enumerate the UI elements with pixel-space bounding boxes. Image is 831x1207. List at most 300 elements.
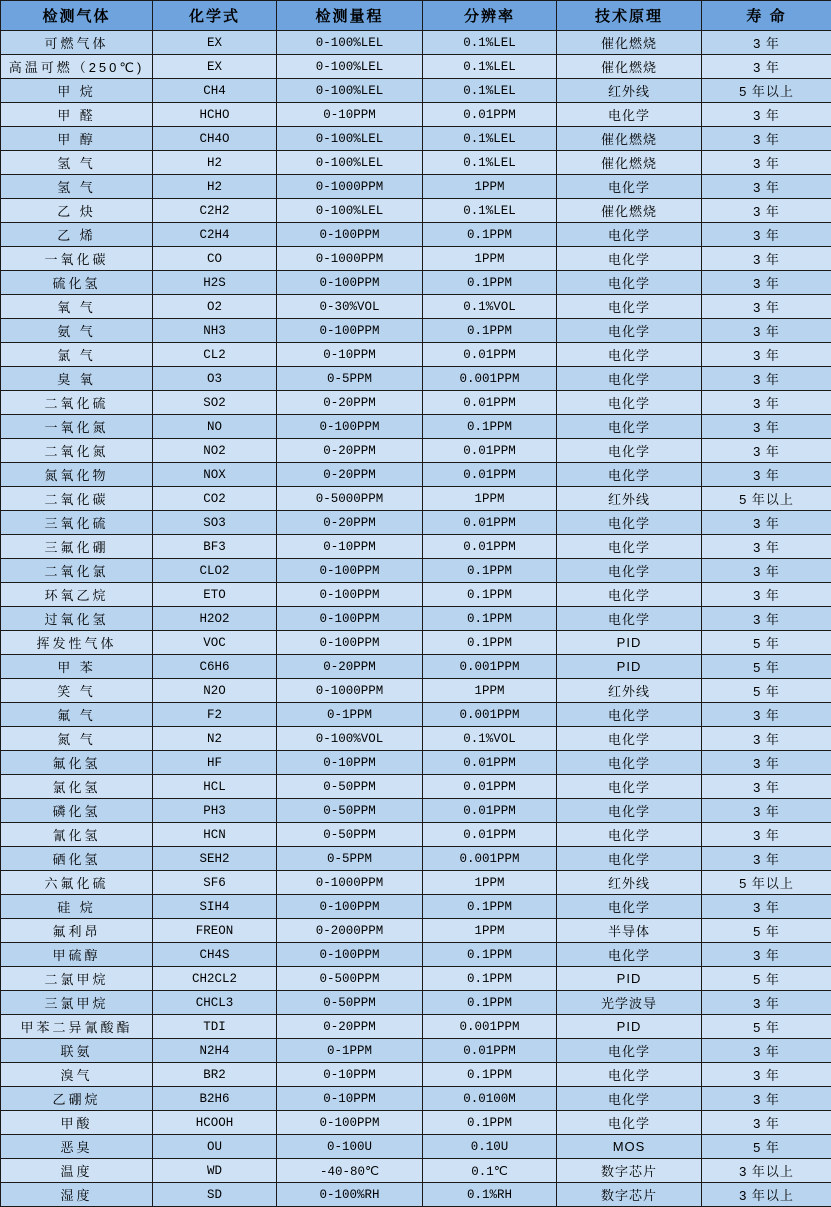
cell-principle: 电化学 — [557, 439, 702, 463]
cell-resolution: 0.1PPM — [423, 271, 557, 295]
cell-formula: CO2 — [153, 487, 277, 511]
cell-gas: 温度 — [1, 1159, 153, 1183]
table-row — [1, 1015, 831, 1039]
cell-formula: PH3 — [153, 799, 277, 823]
cell-resolution: 0.1%LEL — [423, 199, 557, 223]
cell-formula: CH4S — [153, 943, 277, 967]
cell-range: 0-1000PPM — [277, 679, 423, 703]
table-row — [1, 1135, 831, 1159]
cell-resolution: 0.1%LEL — [423, 55, 557, 79]
cell-formula: ETO — [153, 583, 277, 607]
cell-lifetime: 3 年 — [702, 199, 831, 223]
cell-gas: 氢 气 — [1, 175, 153, 199]
cell-range: 0-100PPM — [277, 583, 423, 607]
cell-range: 0-1PPM — [277, 703, 423, 727]
cell-gas: 氟 气 — [1, 703, 153, 727]
cell-lifetime: 3 年 — [702, 583, 831, 607]
cell-range: 0-10PPM — [277, 343, 423, 367]
table-row — [1, 223, 831, 247]
cell-gas: 三氧化硫 — [1, 511, 153, 535]
table-row — [1, 511, 831, 535]
cell-principle: 电化学 — [557, 535, 702, 559]
cell-principle: 电化学 — [557, 223, 702, 247]
cell-lifetime: 3 年 — [702, 1111, 831, 1135]
cell-principle: 红外线 — [557, 487, 702, 511]
cell-principle: 电化学 — [557, 391, 702, 415]
cell-lifetime: 3 年 — [702, 367, 831, 391]
cell-lifetime: 3 年 — [702, 751, 831, 775]
cell-range: 0-20PPM — [277, 1015, 423, 1039]
cell-principle: 电化学 — [557, 943, 702, 967]
cell-gas: 硒化氢 — [1, 847, 153, 871]
cell-formula: CH2CL2 — [153, 967, 277, 991]
cell-principle: 电化学 — [557, 343, 702, 367]
cell-resolution: 0.1PPM — [423, 559, 557, 583]
cell-resolution: 0.01PPM — [423, 535, 557, 559]
table-row — [1, 103, 831, 127]
cell-formula: F2 — [153, 703, 277, 727]
column-header-range: 检测量程 — [277, 1, 423, 31]
table-row — [1, 967, 831, 991]
cell-formula: SIH4 — [153, 895, 277, 919]
cell-principle: 催化燃烧 — [557, 151, 702, 175]
cell-range: 0-20PPM — [277, 391, 423, 415]
cell-principle: PID — [557, 631, 702, 655]
cell-resolution: 0.01PPM — [423, 439, 557, 463]
cell-formula: NO2 — [153, 439, 277, 463]
cell-formula: N2 — [153, 727, 277, 751]
cell-principle: 电化学 — [557, 367, 702, 391]
cell-lifetime: 3 年 — [702, 247, 831, 271]
cell-lifetime: 3 年以上 — [702, 1159, 831, 1183]
cell-range: 0-50PPM — [277, 823, 423, 847]
cell-formula: C6H6 — [153, 655, 277, 679]
cell-resolution: 0.1PPM — [423, 1063, 557, 1087]
table-row — [1, 631, 831, 655]
cell-range: 0-10PPM — [277, 751, 423, 775]
cell-gas: 氯化氢 — [1, 775, 153, 799]
table-row — [1, 367, 831, 391]
table-row — [1, 415, 831, 439]
cell-resolution: 0.01PPM — [423, 1039, 557, 1063]
cell-lifetime: 5 年 — [702, 919, 831, 943]
cell-formula: HF — [153, 751, 277, 775]
cell-range: 0-20PPM — [277, 463, 423, 487]
cell-lifetime: 5 年 — [702, 631, 831, 655]
cell-principle: 催化燃烧 — [557, 31, 702, 55]
table-row — [1, 943, 831, 967]
cell-principle: 电化学 — [557, 895, 702, 919]
cell-lifetime: 3 年 — [702, 103, 831, 127]
cell-formula: BF3 — [153, 535, 277, 559]
column-header-gas: 检测气体 — [1, 1, 153, 31]
cell-principle: 电化学 — [557, 583, 702, 607]
cell-range: 0-100PPM — [277, 895, 423, 919]
cell-resolution: 0.1%LEL — [423, 79, 557, 103]
cell-formula: SF6 — [153, 871, 277, 895]
cell-principle: 半导体 — [557, 919, 702, 943]
cell-formula: NO — [153, 415, 277, 439]
table-row — [1, 271, 831, 295]
cell-lifetime: 3 年 — [702, 895, 831, 919]
cell-gas: 恶臭 — [1, 1135, 153, 1159]
cell-resolution: 0.1PPM — [423, 583, 557, 607]
cell-range: 0-500PPM — [277, 967, 423, 991]
cell-range: 0-1000PPM — [277, 247, 423, 271]
cell-formula: CHCL3 — [153, 991, 277, 1015]
cell-gas: 氢 气 — [1, 151, 153, 175]
cell-gas: 二氧化氯 — [1, 559, 153, 583]
cell-gas: 环氧乙烷 — [1, 583, 153, 607]
cell-lifetime: 3 年 — [702, 319, 831, 343]
cell-formula: HCHO — [153, 103, 277, 127]
cell-gas: 氰化氢 — [1, 823, 153, 847]
cell-lifetime: 5 年 — [702, 655, 831, 679]
cell-gas: 六氟化硫 — [1, 871, 153, 895]
cell-gas: 乙 烯 — [1, 223, 153, 247]
cell-principle: MOS — [557, 1135, 702, 1159]
cell-resolution: 0.01PPM — [423, 799, 557, 823]
table-row — [1, 151, 831, 175]
cell-lifetime: 5 年 — [702, 1015, 831, 1039]
cell-lifetime: 3 年 — [702, 415, 831, 439]
cell-principle: 电化学 — [557, 247, 702, 271]
cell-principle: 电化学 — [557, 847, 702, 871]
cell-formula: TDI — [153, 1015, 277, 1039]
cell-principle: 电化学 — [557, 559, 702, 583]
cell-lifetime: 5 年以上 — [702, 871, 831, 895]
cell-gas: 硫化氢 — [1, 271, 153, 295]
table-row — [1, 823, 831, 847]
cell-range: 0-100PPM — [277, 943, 423, 967]
cell-resolution: 0.1PPM — [423, 967, 557, 991]
cell-lifetime: 3 年 — [702, 31, 831, 55]
table-row — [1, 1087, 831, 1111]
cell-gas: 挥发性气体 — [1, 631, 153, 655]
cell-range: 0-100PPM — [277, 223, 423, 247]
cell-resolution: 0.1PPM — [423, 223, 557, 247]
cell-resolution: 0.1PPM — [423, 943, 557, 967]
cell-principle: 电化学 — [557, 799, 702, 823]
cell-gas: 二氯甲烷 — [1, 967, 153, 991]
cell-principle: 电化学 — [557, 511, 702, 535]
cell-gas: 二氧化硫 — [1, 391, 153, 415]
cell-gas: 可燃气体 — [1, 31, 153, 55]
cell-range: 0-1PPM — [277, 1039, 423, 1063]
cell-principle: 红外线 — [557, 79, 702, 103]
table-row — [1, 1039, 831, 1063]
cell-range: 0-100%LEL — [277, 127, 423, 151]
cell-range: 0-5PPM — [277, 367, 423, 391]
cell-resolution: 0.0100M — [423, 1087, 557, 1111]
cell-resolution: 0.1%VOL — [423, 727, 557, 751]
cell-range: 0-10PPM — [277, 1087, 423, 1111]
cell-lifetime: 3 年 — [702, 799, 831, 823]
cell-formula: SO2 — [153, 391, 277, 415]
cell-formula: FREON — [153, 919, 277, 943]
cell-lifetime: 3 年 — [702, 55, 831, 79]
cell-lifetime: 3 年 — [702, 1063, 831, 1087]
cell-principle: 催化燃烧 — [557, 199, 702, 223]
column-header-lifetime: 寿 命 — [702, 1, 831, 31]
cell-gas: 一氧化碳 — [1, 247, 153, 271]
cell-principle: 电化学 — [557, 775, 702, 799]
cell-resolution: 0.001PPM — [423, 367, 557, 391]
table-row — [1, 31, 831, 55]
table-row — [1, 319, 831, 343]
table-body — [1, 31, 831, 1207]
cell-formula: CLO2 — [153, 559, 277, 583]
cell-gas: 氮氧化物 — [1, 463, 153, 487]
cell-formula: NH3 — [153, 319, 277, 343]
cell-lifetime: 3 年 — [702, 775, 831, 799]
cell-gas: 甲 苯 — [1, 655, 153, 679]
cell-lifetime: 5 年 — [702, 967, 831, 991]
cell-range: 0-20PPM — [277, 439, 423, 463]
cell-gas: 氮 气 — [1, 727, 153, 751]
cell-gas: 硅 烷 — [1, 895, 153, 919]
cell-range: 0-30%VOL — [277, 295, 423, 319]
cell-lifetime: 3 年 — [702, 703, 831, 727]
table-row — [1, 607, 831, 631]
cell-principle: 电化学 — [557, 1039, 702, 1063]
column-header-formula: 化学式 — [153, 1, 277, 31]
cell-principle: 电化学 — [557, 823, 702, 847]
cell-formula: HCOOH — [153, 1111, 277, 1135]
cell-resolution: 1PPM — [423, 919, 557, 943]
cell-formula: H2S — [153, 271, 277, 295]
cell-resolution: 0.1PPM — [423, 631, 557, 655]
cell-resolution: 0.1PPM — [423, 991, 557, 1015]
cell-formula: EX — [153, 31, 277, 55]
cell-lifetime: 3 年 — [702, 847, 831, 871]
cell-formula: CO — [153, 247, 277, 271]
cell-lifetime: 3 年 — [702, 727, 831, 751]
cell-formula: OU — [153, 1135, 277, 1159]
cell-gas: 氯 气 — [1, 343, 153, 367]
cell-principle: 催化燃烧 — [557, 127, 702, 151]
cell-principle: 光学波导 — [557, 991, 702, 1015]
cell-lifetime: 3 年以上 — [702, 1183, 831, 1207]
cell-formula: H2 — [153, 151, 277, 175]
cell-formula: SO3 — [153, 511, 277, 535]
table-row — [1, 847, 831, 871]
cell-range: 0-1000PPM — [277, 175, 423, 199]
table-row — [1, 775, 831, 799]
cell-lifetime: 3 年 — [702, 607, 831, 631]
cell-gas: 联氨 — [1, 1039, 153, 1063]
cell-resolution: 0.1%RH — [423, 1183, 557, 1207]
cell-lifetime: 5 年以上 — [702, 487, 831, 511]
table-row — [1, 751, 831, 775]
cell-formula: C2H2 — [153, 199, 277, 223]
cell-range: 0-50PPM — [277, 799, 423, 823]
cell-range: 0-100%RH — [277, 1183, 423, 1207]
cell-range: 0-50PPM — [277, 991, 423, 1015]
cell-resolution: 1PPM — [423, 175, 557, 199]
cell-range: 0-1000PPM — [277, 871, 423, 895]
cell-range: 0-100PPM — [277, 607, 423, 631]
header-row — [1, 1, 831, 31]
cell-formula: H2O2 — [153, 607, 277, 631]
cell-principle: PID — [557, 967, 702, 991]
table-row — [1, 1183, 831, 1207]
cell-resolution: 0.1PPM — [423, 895, 557, 919]
cell-formula: CL2 — [153, 343, 277, 367]
cell-formula: EX — [153, 55, 277, 79]
table-row — [1, 1111, 831, 1135]
cell-principle: 红外线 — [557, 871, 702, 895]
column-header-principle: 技术原理 — [557, 1, 702, 31]
cell-lifetime: 3 年 — [702, 223, 831, 247]
table-row — [1, 55, 831, 79]
cell-lifetime: 3 年 — [702, 535, 831, 559]
cell-formula: H2 — [153, 175, 277, 199]
cell-range: 0-5PPM — [277, 847, 423, 871]
cell-lifetime: 5 年以上 — [702, 79, 831, 103]
cell-formula: HCL — [153, 775, 277, 799]
cell-range: 0-10PPM — [277, 1063, 423, 1087]
cell-resolution: 1PPM — [423, 487, 557, 511]
cell-resolution: 0.1%LEL — [423, 127, 557, 151]
cell-gas: 溴气 — [1, 1063, 153, 1087]
cell-resolution: 1PPM — [423, 679, 557, 703]
cell-gas: 高温可燃（250℃) — [1, 55, 153, 79]
cell-gas: 氧 气 — [1, 295, 153, 319]
cell-range: 0-100PPM — [277, 1111, 423, 1135]
cell-formula: BR2 — [153, 1063, 277, 1087]
cell-formula: N2O — [153, 679, 277, 703]
cell-gas: 臭 氧 — [1, 367, 153, 391]
cell-resolution: 0.1%LEL — [423, 151, 557, 175]
cell-principle: 电化学 — [557, 103, 702, 127]
cell-resolution: 0.1%LEL — [423, 31, 557, 55]
cell-lifetime: 5 年 — [702, 1135, 831, 1159]
cell-range: 0-100U — [277, 1135, 423, 1159]
cell-formula: O2 — [153, 295, 277, 319]
cell-lifetime: 3 年 — [702, 559, 831, 583]
cell-range: 0-100PPM — [277, 415, 423, 439]
cell-gas: 氨 气 — [1, 319, 153, 343]
table-row — [1, 175, 831, 199]
table-row — [1, 79, 831, 103]
cell-formula: N2H4 — [153, 1039, 277, 1063]
table-row — [1, 895, 831, 919]
table-row — [1, 535, 831, 559]
cell-range: 0-20PPM — [277, 655, 423, 679]
cell-principle: 电化学 — [557, 703, 702, 727]
cell-gas: 三氯甲烷 — [1, 991, 153, 1015]
cell-range: 0-100%LEL — [277, 55, 423, 79]
cell-principle: 数字芯片 — [557, 1183, 702, 1207]
table-row — [1, 127, 831, 151]
table-row — [1, 463, 831, 487]
cell-lifetime: 3 年 — [702, 991, 831, 1015]
cell-lifetime: 3 年 — [702, 391, 831, 415]
cell-gas: 氟化氢 — [1, 751, 153, 775]
table-row — [1, 679, 831, 703]
cell-gas: 氟利昂 — [1, 919, 153, 943]
cell-range: 0-100PPM — [277, 271, 423, 295]
cell-resolution: 0.01PPM — [423, 823, 557, 847]
cell-lifetime: 3 年 — [702, 823, 831, 847]
table-row — [1, 583, 831, 607]
cell-range: 0-5000PPM — [277, 487, 423, 511]
cell-resolution: 0.10U — [423, 1135, 557, 1159]
cell-gas: 甲酸 — [1, 1111, 153, 1135]
cell-gas: 一氧化氮 — [1, 415, 153, 439]
cell-formula: SD — [153, 1183, 277, 1207]
cell-principle: 电化学 — [557, 1063, 702, 1087]
table-row — [1, 295, 831, 319]
cell-resolution: 0.001PPM — [423, 1015, 557, 1039]
cell-resolution: 0.1%VOL — [423, 295, 557, 319]
cell-resolution: 0.1PPM — [423, 319, 557, 343]
cell-gas: 乙硼烷 — [1, 1087, 153, 1111]
cell-formula: O3 — [153, 367, 277, 391]
table-row — [1, 799, 831, 823]
cell-lifetime: 3 年 — [702, 343, 831, 367]
cell-range: -40-80℃ — [277, 1159, 423, 1183]
cell-gas: 三氟化硼 — [1, 535, 153, 559]
cell-range: 0-2000PPM — [277, 919, 423, 943]
table-row — [1, 919, 831, 943]
cell-gas: 甲硫醇 — [1, 943, 153, 967]
cell-resolution: 0.01PPM — [423, 751, 557, 775]
cell-principle: 红外线 — [557, 679, 702, 703]
cell-range: 0-100%LEL — [277, 79, 423, 103]
cell-range: 0-100%VOL — [277, 727, 423, 751]
cell-lifetime: 3 年 — [702, 511, 831, 535]
cell-gas: 甲苯二异氰酸酯 — [1, 1015, 153, 1039]
cell-resolution: 0.1PPM — [423, 1111, 557, 1135]
cell-formula: WD — [153, 1159, 277, 1183]
cell-formula: HCN — [153, 823, 277, 847]
cell-lifetime: 5 年 — [702, 679, 831, 703]
cell-resolution: 0.001PPM — [423, 847, 557, 871]
cell-principle: 电化学 — [557, 463, 702, 487]
cell-principle: 电化学 — [557, 319, 702, 343]
cell-resolution: 0.001PPM — [423, 703, 557, 727]
cell-principle: PID — [557, 655, 702, 679]
cell-gas: 甲 醇 — [1, 127, 153, 151]
cell-gas: 二氧化氮 — [1, 439, 153, 463]
cell-principle: 电化学 — [557, 727, 702, 751]
cell-lifetime: 3 年 — [702, 439, 831, 463]
table-header — [1, 1, 831, 31]
table-row — [1, 655, 831, 679]
cell-formula: SEH2 — [153, 847, 277, 871]
cell-principle: 电化学 — [557, 1087, 702, 1111]
cell-lifetime: 3 年 — [702, 943, 831, 967]
table-row — [1, 391, 831, 415]
cell-range: 0-10PPM — [277, 535, 423, 559]
cell-range: 0-100%LEL — [277, 199, 423, 223]
cell-lifetime: 3 年 — [702, 295, 831, 319]
cell-range: 0-100PPM — [277, 559, 423, 583]
cell-lifetime: 3 年 — [702, 1039, 831, 1063]
table-row — [1, 487, 831, 511]
cell-range: 0-100%LEL — [277, 31, 423, 55]
cell-resolution: 0.01PPM — [423, 391, 557, 415]
cell-principle: 电化学 — [557, 1111, 702, 1135]
cell-gas: 二氧化碳 — [1, 487, 153, 511]
cell-principle: 电化学 — [557, 607, 702, 631]
table-row — [1, 871, 831, 895]
cell-lifetime: 3 年 — [702, 1087, 831, 1111]
cell-resolution: 0.01PPM — [423, 103, 557, 127]
table-row — [1, 1159, 831, 1183]
